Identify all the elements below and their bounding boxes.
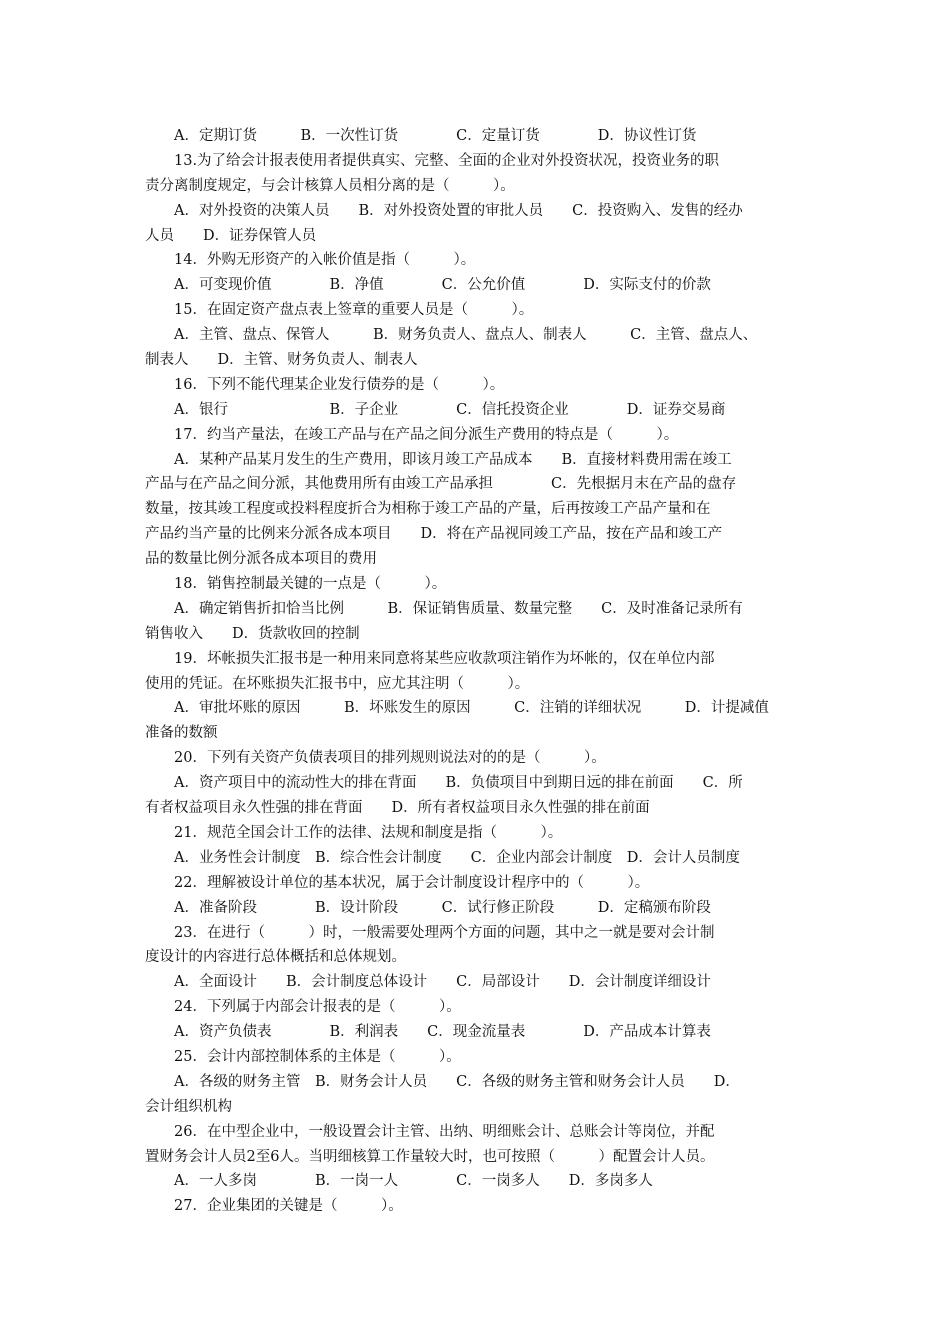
- text-line: 25．会计内部控制体系的主体是（ ）。: [174, 1048, 461, 1065]
- text-line: A．全面设计 B．会计制度总体设计 C．局部设计 D．会计制度详细设计: [174, 974, 711, 991]
- text-line: A．资产项目中的流动性大的排在背面 B．负债项目中到期日远的排在前面 C．所: [174, 775, 743, 792]
- text-line: 19．坏帐损失汇报书是一种用来同意将某些应收款项注销作为坏帐的，仅在单位内部: [174, 650, 715, 667]
- text-line: A．资产负债表 B．利润表 C．现金流量表 D．产品成本计算表: [174, 1024, 711, 1041]
- text-line: 数量，按其竣工程度或投料程度折合为相称于竣工产品的产量，后再按竣工产品产量和在: [145, 501, 711, 518]
- text-line: 度设计的内容进行总体概括和总体规划。: [145, 949, 406, 966]
- text-line: 18．销售控制最关键的一点是（ ）。: [174, 576, 447, 593]
- text-line: 会计组织机构: [145, 1098, 232, 1115]
- text-line: A．对外投资的决策人员 B．对外投资处置的审批人员 C．投资购入、发售的经办: [174, 202, 743, 219]
- text-line: 品的数量比例分派各成本项目的费用: [145, 551, 377, 568]
- text-line: 26．在中型企业中，一般设置会计主管、出纳、明细账会计、总账会计等岗位，并配: [174, 1123, 715, 1140]
- text-line: 24．下列属于内部会计报表的是（ ）。: [174, 999, 461, 1016]
- text-line: A．确定销售折扣恰当比例 B．保证销售质量、数量完整 C．及时准备记录所有: [174, 600, 743, 617]
- text-line: 16．下列不能代理某企业发行债券的是（ ）。: [174, 376, 505, 393]
- text-line: A．主管、盘点、保管人 B．财务负责人、盘点人、制表人 C．主管、盘点人、: [174, 327, 758, 344]
- text-line: 人员 D．证券保管人员: [145, 227, 317, 244]
- text-line: 准备的数额: [145, 725, 218, 742]
- text-line: 14．外购无形资产的入帐价值是指（ ）。: [174, 252, 476, 269]
- text-line: 有者权益项目永久性强的排在背面 D．所有者权益项目永久性强的排在前面: [145, 800, 650, 817]
- text-line: A．准备阶段 B．设计阶段 C．试行修正阶段 D．定稿颁布阶段: [174, 899, 711, 916]
- text-line: 22．理解被设计单位的基本状况，属于会计制度设计程序中的（ ）。: [174, 874, 650, 891]
- text-line: 置财务会计人员2至6人。当明细核算工作量较大时，也可按照（ ）配置会计人员。: [145, 1148, 715, 1165]
- text-line: 23．在进行（ ）时，一般需要处理两个方面的问题，其中之一就是要对会计制: [174, 924, 715, 941]
- text-line: 17．约当产量法，在竣工产品与在产品之间分派生产费用的特点是（ ）。: [174, 426, 679, 443]
- text-line: A．审批坏账的原因 B．坏账发生的原因 C．注销的详细状况 D．计提减值: [174, 700, 769, 717]
- text-line: A．银行 B．子企业 C．信托投资企业 D．证券交易商: [174, 401, 726, 418]
- text-line: A．定期订货 B．一次性订货 C．定量订货 D．协议性订货: [174, 128, 697, 144]
- text-line: 20．下列有关资产负债表项目的排列规则说法对的的是（ ）。: [174, 750, 606, 767]
- text-line: 制表人 D．主管、财务负责人、制表人: [145, 352, 418, 369]
- text-line: A．一人多岗 B．一岗一人 C．一岗多人 D．多岗多人: [174, 1173, 653, 1190]
- text-line: A．可变现价值 B．净值 C．公允价值 D．实际支付的价款: [174, 277, 711, 294]
- text-line: 13.为了给会计报表使用者提供真实、完整、全面的企业对外投资状况，投资业务的职: [174, 152, 720, 169]
- text-line: 销售收入 D．货款收回的控制: [145, 625, 360, 642]
- text-line: 责分离制度规定，与会计核算人员相分离的是（ ）。: [145, 177, 515, 194]
- text-line: A．业务性会计制度 B．综合性会计制度 C．企业内部会计制度 D．会计人员制度: [174, 849, 740, 866]
- text-line: 产品与在产品之间分派，其他费用所有由竣工产品承担 C．先根据月末在产品的盘存: [145, 476, 737, 493]
- text-line: 产品约当产量的比例来分派各成本项目 D．将在产品视同竣工产品，按在产品和竣工产: [145, 526, 723, 543]
- text-line: 21．规范全国会计工作的法律、法规和制度是指（ ）。: [174, 824, 563, 841]
- text-line: A．某种产品某月发生的生产费用，即该月竣工产品成本 B．直接材料费用需在竣工: [174, 451, 732, 468]
- text-line: A．各级的财务主管 B．财务会计人员 C．各级的财务主管和财务会计人员 D．: [174, 1073, 740, 1090]
- text-line: 使用的凭证。在坏账损失汇报书中，应尤其注明（ ）。: [145, 675, 530, 692]
- document-page: [145, 124, 807, 1219]
- text-line: 15．在固定资产盘点表上签章的重要人员是（ ）。: [174, 302, 534, 319]
- text-line: 27．企业集团的关键是（ ）。: [174, 1198, 403, 1215]
